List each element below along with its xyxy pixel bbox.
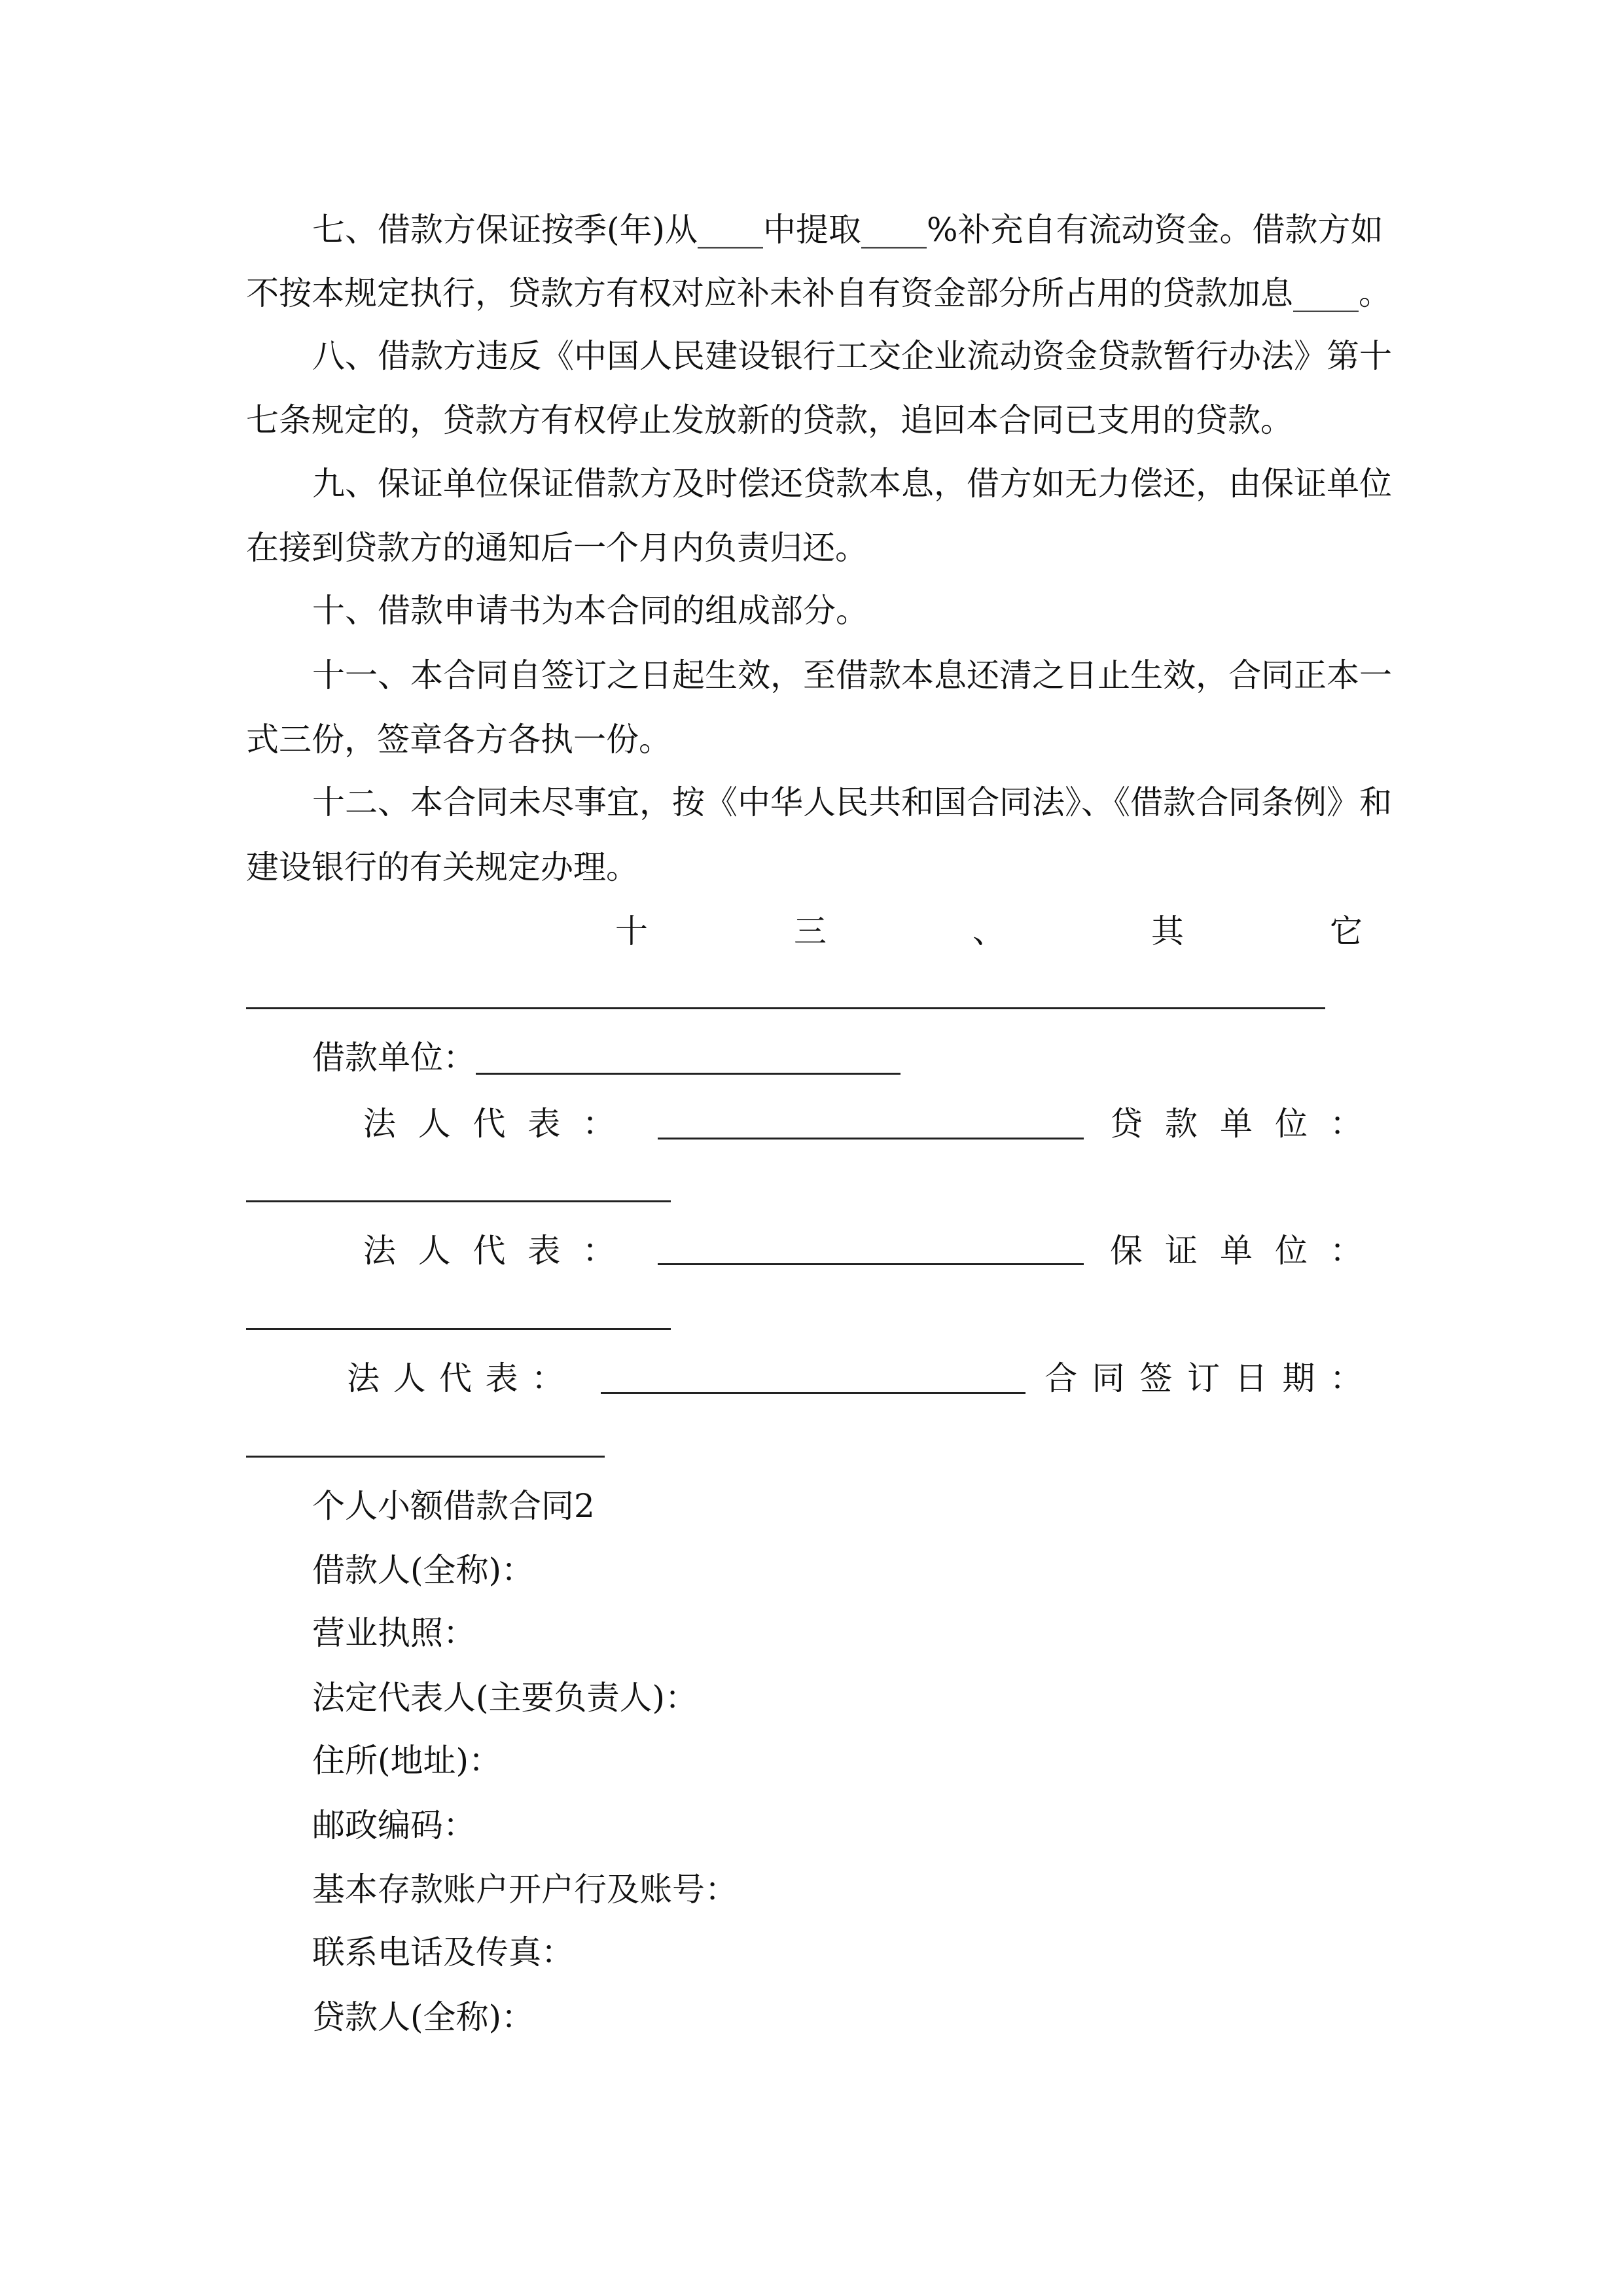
legal-rep-label-2: 法人代表： [363,1232,615,1270]
field-legal-representative: 法定代表人(主要负责人)： [312,1679,698,1717]
legal-rep-label-1: 法人代表： [363,1105,615,1143]
field-phone-fax: 联系电话及传真： [312,1933,574,1971]
clause-11-line-1: 十一、本合同自签订之日起生效，至借款本息还清之日止生效，合同正本一 [312,656,1392,694]
field-postal-code: 邮政编码： [312,1806,476,1844]
clause-7-line-1: 七、借款方保证按季(年)从____中提取____%补充自有流动资金。借款方如 [312,211,1383,249]
guarantor-unit-blank [246,1328,671,1330]
clause-8-line-1: 八、借款方违反《中国人民建设银行工交企业流动资金贷款暂行办法》第十 [312,337,1392,375]
clause-8-line-2: 七条规定的，贷款方有权停止发放新的贷款，追回本合同已支用的贷款。 [246,401,1293,439]
clause-7-line-2: 不按本规定执行，贷款方有权对应补未补自有资金部分所占用的贷款加息____。 [246,274,1391,312]
sign-date-blank [246,1456,605,1458]
clause-12-line-2: 建设银行的有关规定办理。 [246,848,639,886]
field-address: 住所(地址)： [312,1742,502,1780]
lender-unit-label: 贷款单位： [1110,1105,1363,1143]
clause-11-line-2: 式三份，签章各方各执一份。 [246,721,671,759]
clause-9-line-2: 在接到贷款方的通知后一个月内负责归还。 [246,529,868,567]
legal-rep-blank-3 [601,1392,1026,1394]
field-bank-account: 基本存款账户开户行及账号： [312,1871,738,1909]
contract-2-title: 个人小额借款合同2 [312,1487,595,1525]
legal-rep-blank-2 [658,1263,1084,1265]
sign-date-label: 合同签订日期： [1044,1359,1363,1397]
field-lender-name: 贷款人(全称)： [312,1998,535,2036]
guarantor-unit-label: 保证单位： [1110,1232,1363,1270]
clause-13-blank-line [246,1007,1325,1009]
clause-12-line-1: 十二、本合同未尽事宜，按《中华人民共和国合同法》、《借款合同条例》和 [312,783,1392,821]
field-borrower-name: 借款人(全称)： [312,1551,535,1589]
borrower-unit-label: 借款单位： [312,1039,476,1077]
lender-unit-blank [246,1200,671,1202]
legal-rep-blank-1 [658,1138,1084,1139]
clause-10: 十、借款申请书为本合同的组成部分。 [312,592,868,630]
borrower-unit-blank [476,1073,901,1075]
legal-rep-label-3: 法人代表： [347,1359,564,1397]
clause-9-line-1: 九、保证单位保证借款方及时偿还贷款本息，借方如无力偿还，由保证单位 [312,465,1392,503]
clause-13-heading: 十三、其它 [615,912,1363,950]
field-business-license: 营业执照： [312,1614,476,1652]
